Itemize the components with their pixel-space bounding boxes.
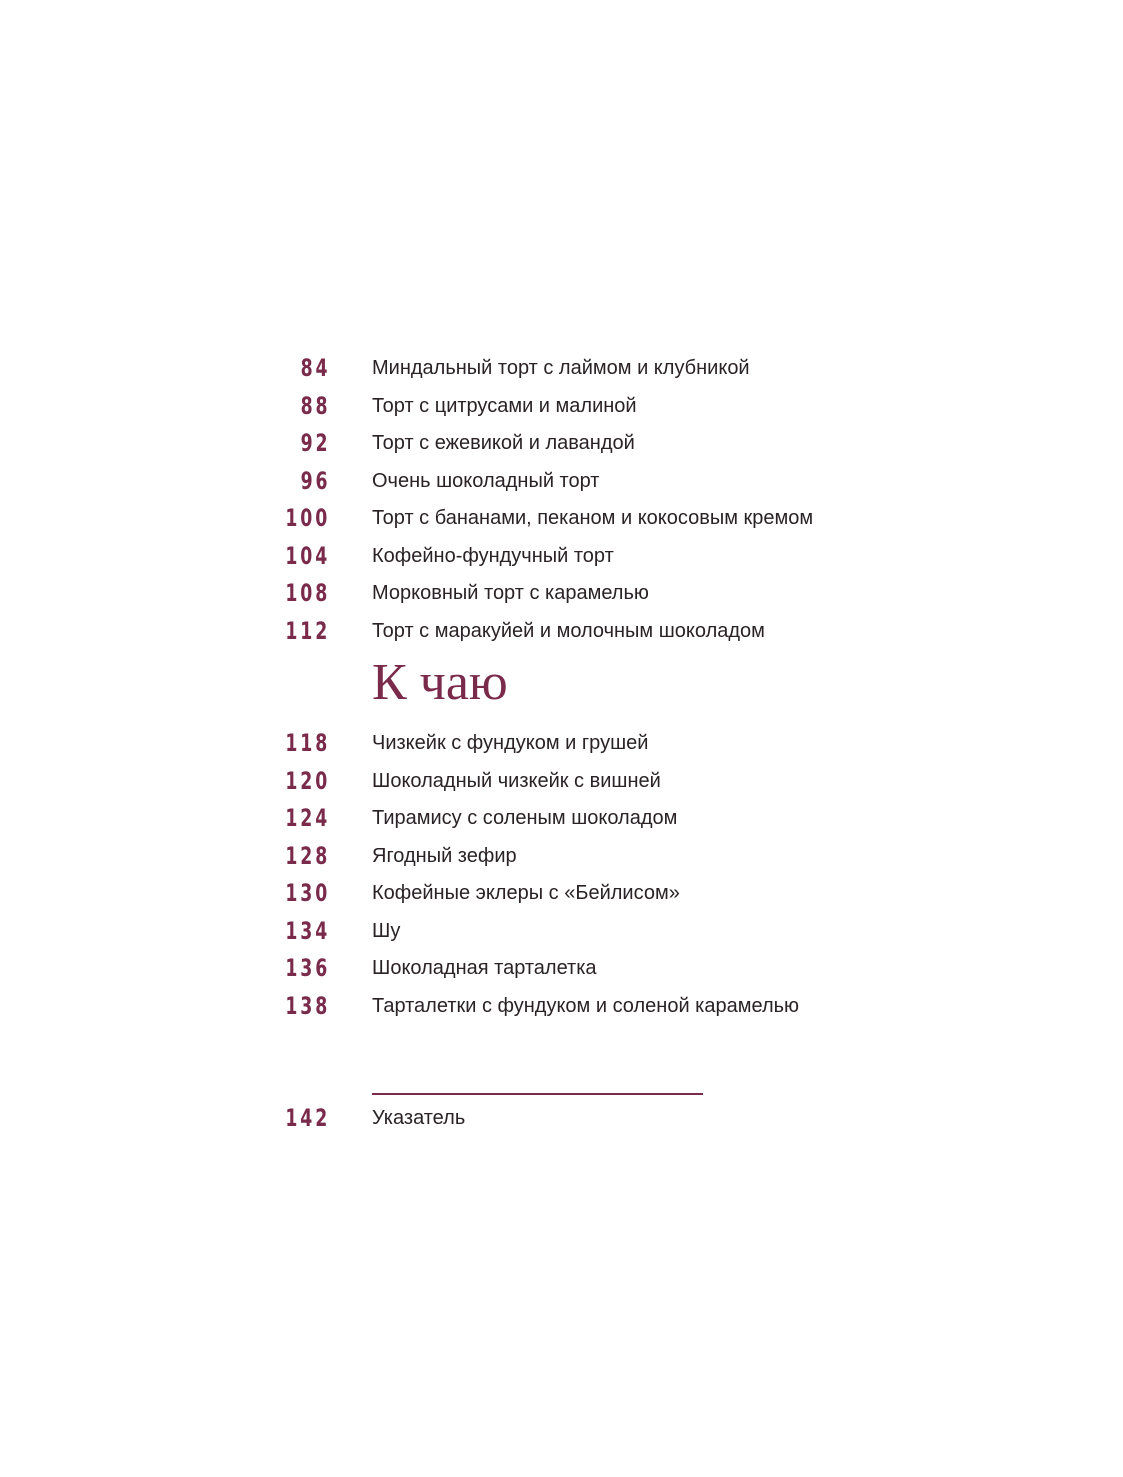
toc-entry-title: Шу (372, 919, 401, 942)
toc-entry-title: Очень шоколадный торт (372, 469, 600, 492)
toc-page-number: 108 (285, 579, 330, 607)
toc-page-number: 112 (285, 616, 330, 645)
toc-entry-title: Тарталетки с фундуком и соленой карамелью (372, 994, 800, 1017)
toc-entry[interactable] (0, 800, 1123, 838)
toc-page-number: 118 (285, 729, 330, 757)
toc-page-number: 134 (285, 916, 330, 945)
toc-entry[interactable] (0, 575, 1123, 613)
toc-entry-title: Торт с цитрусами и малиной (372, 394, 637, 417)
toc-entry-index[interactable] (0, 1100, 1123, 1138)
toc-list-tea (0, 725, 1123, 1025)
index-divider (372, 1093, 703, 1095)
toc-entry[interactable] (0, 463, 1123, 501)
toc-entry-title: Указатель (372, 1107, 466, 1129)
toc-entry[interactable] (0, 388, 1123, 426)
toc-entry-title: Миндальный торт с лаймом и клубникой (372, 357, 750, 379)
toc-page-number: 100 (285, 504, 330, 532)
toc-page-number: 136 (285, 954, 330, 982)
toc-page-number: 142 (285, 1104, 330, 1132)
toc-page-number: 96 (300, 466, 330, 495)
section-heading: К чаю (372, 654, 508, 711)
toc-entry[interactable] (0, 500, 1123, 538)
toc-entry-title: Торт с бананами, пеканом и кокосовым кремом (372, 507, 814, 529)
toc-page-number: 128 (285, 841, 330, 870)
toc-page-number: 130 (285, 879, 330, 907)
toc-page-number: 84 (300, 354, 330, 382)
toc-page-number: 124 (285, 804, 330, 832)
toc-entry[interactable] (0, 613, 1123, 651)
toc-entry-title: Чизкейк с фундуком и грушей (372, 732, 649, 754)
toc-entry[interactable] (0, 1100, 1123, 1138)
toc-page-number: 138 (285, 991, 330, 1020)
toc-entry[interactable] (0, 725, 1123, 763)
toc-entry[interactable] (0, 425, 1123, 463)
toc-entry-title: Кофейные эклеры с «Бейлисом» (372, 882, 680, 904)
toc-entry[interactable] (0, 988, 1123, 1026)
toc-entry-title: Кофейно-фундучный торт (372, 544, 614, 567)
toc-entry[interactable] (0, 538, 1123, 576)
toc-entry[interactable] (0, 950, 1123, 988)
toc-page-number: 92 (300, 429, 330, 457)
toc-entry-title: Ягодный зефир (372, 844, 517, 867)
toc-entry[interactable] (0, 875, 1123, 913)
toc-entry[interactable] (0, 763, 1123, 801)
toc-page-number: 104 (285, 541, 330, 570)
toc-page-number: 88 (300, 391, 330, 420)
toc-entry-title: Шоколадная тарталетка (372, 957, 597, 979)
toc-page-number: 120 (285, 766, 330, 795)
toc-entry-title: Торт с маракуйей и молочным шоколадом (372, 619, 765, 642)
toc-entry-title: Морковный торт с карамелью (372, 582, 649, 604)
toc-entry[interactable] (0, 350, 1123, 388)
toc-entry[interactable] (0, 838, 1123, 876)
toc-entry-title: Шоколадный чизкейк с вишней (372, 769, 661, 792)
toc-entry-title: Торт с ежевикой и лавандой (372, 432, 635, 454)
toc-list-cakes (0, 350, 1123, 650)
toc-entry[interactable] (0, 913, 1123, 951)
toc-entry-title: Тирамису с соленым шоколадом (372, 807, 678, 829)
